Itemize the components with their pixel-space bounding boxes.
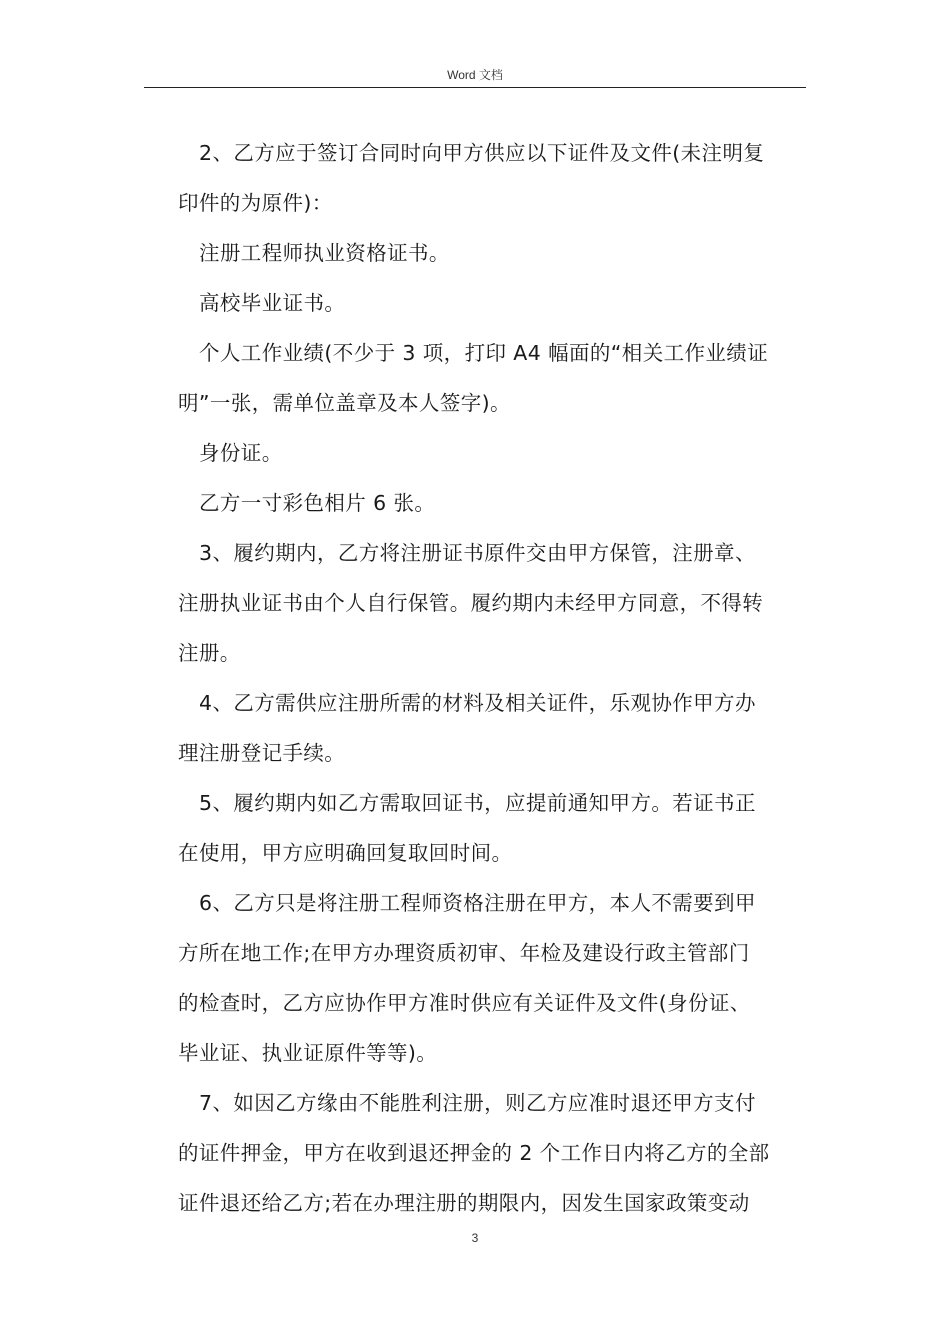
text-line: 的检查时，乙方应协作甲方准时供应有关证件及文件(身份证、 [178,991,751,1015]
header-divider [144,87,806,88]
text-line: 的证件押金，甲方在收到退还押金的 2 个工作日内将乙方的全部 [178,1141,770,1165]
text-line: 注册工程师执业资格证书。 [199,241,450,265]
page-header: Word 文档 [447,68,503,82]
text-line: 高校毕业证书。 [199,291,346,315]
text-line: 注册执业证书由个人自行保管。履约期内未经甲方同意，不得转 [178,591,764,615]
text-line: 毕业证、执业证原件等等)。 [178,1041,438,1065]
text-line: 理注册登记手续。 [178,741,346,765]
text-line: 注册。 [178,641,241,665]
text-line: 个人工作业绩(不少于 3 项，打印 A4 幅面的“相关工作业绩证 [199,341,769,365]
text-line: 7、如因乙方缘由不能胜利注册，则乙方应准时退还甲方支付 [199,1091,756,1115]
text-line: 5、履约期内如乙方需取回证书，应提前通知甲方。若证书正 [199,791,756,815]
page-number: 3 [471,1231,479,1245]
text-line: 乙方一寸彩色相片 6 张。 [199,491,436,515]
text-line: 3、履约期内，乙方将注册证书原件交由甲方保管，注册章、 [199,541,756,565]
text-line: 身份证。 [199,441,283,465]
document-body [178,128,808,1228]
text-line: 明”一张，需单位盖章及本人签字)。 [178,391,511,415]
text-line: 6、乙方只是将注册工程师资格注册在甲方，本人不需要到甲 [199,891,756,915]
text-line: 4、乙方需供应注册所需的材料及相关证件，乐观协作甲方办 [199,691,756,715]
text-line: 证件退还给乙方;若在办理注册的期限内，因发生国家政策变动 [178,1191,750,1215]
text-line: 方所在地工作;在甲方办理资质初审、年检及建设行政主管部门 [178,941,750,965]
text-line: 印件的为原件)： [178,191,333,215]
text-line: 在使用，甲方应明确回复取回时间。 [178,841,513,865]
text-line: 2、乙方应于签订合同时向甲方供应以下证件及文件(未注明复 [199,141,765,165]
